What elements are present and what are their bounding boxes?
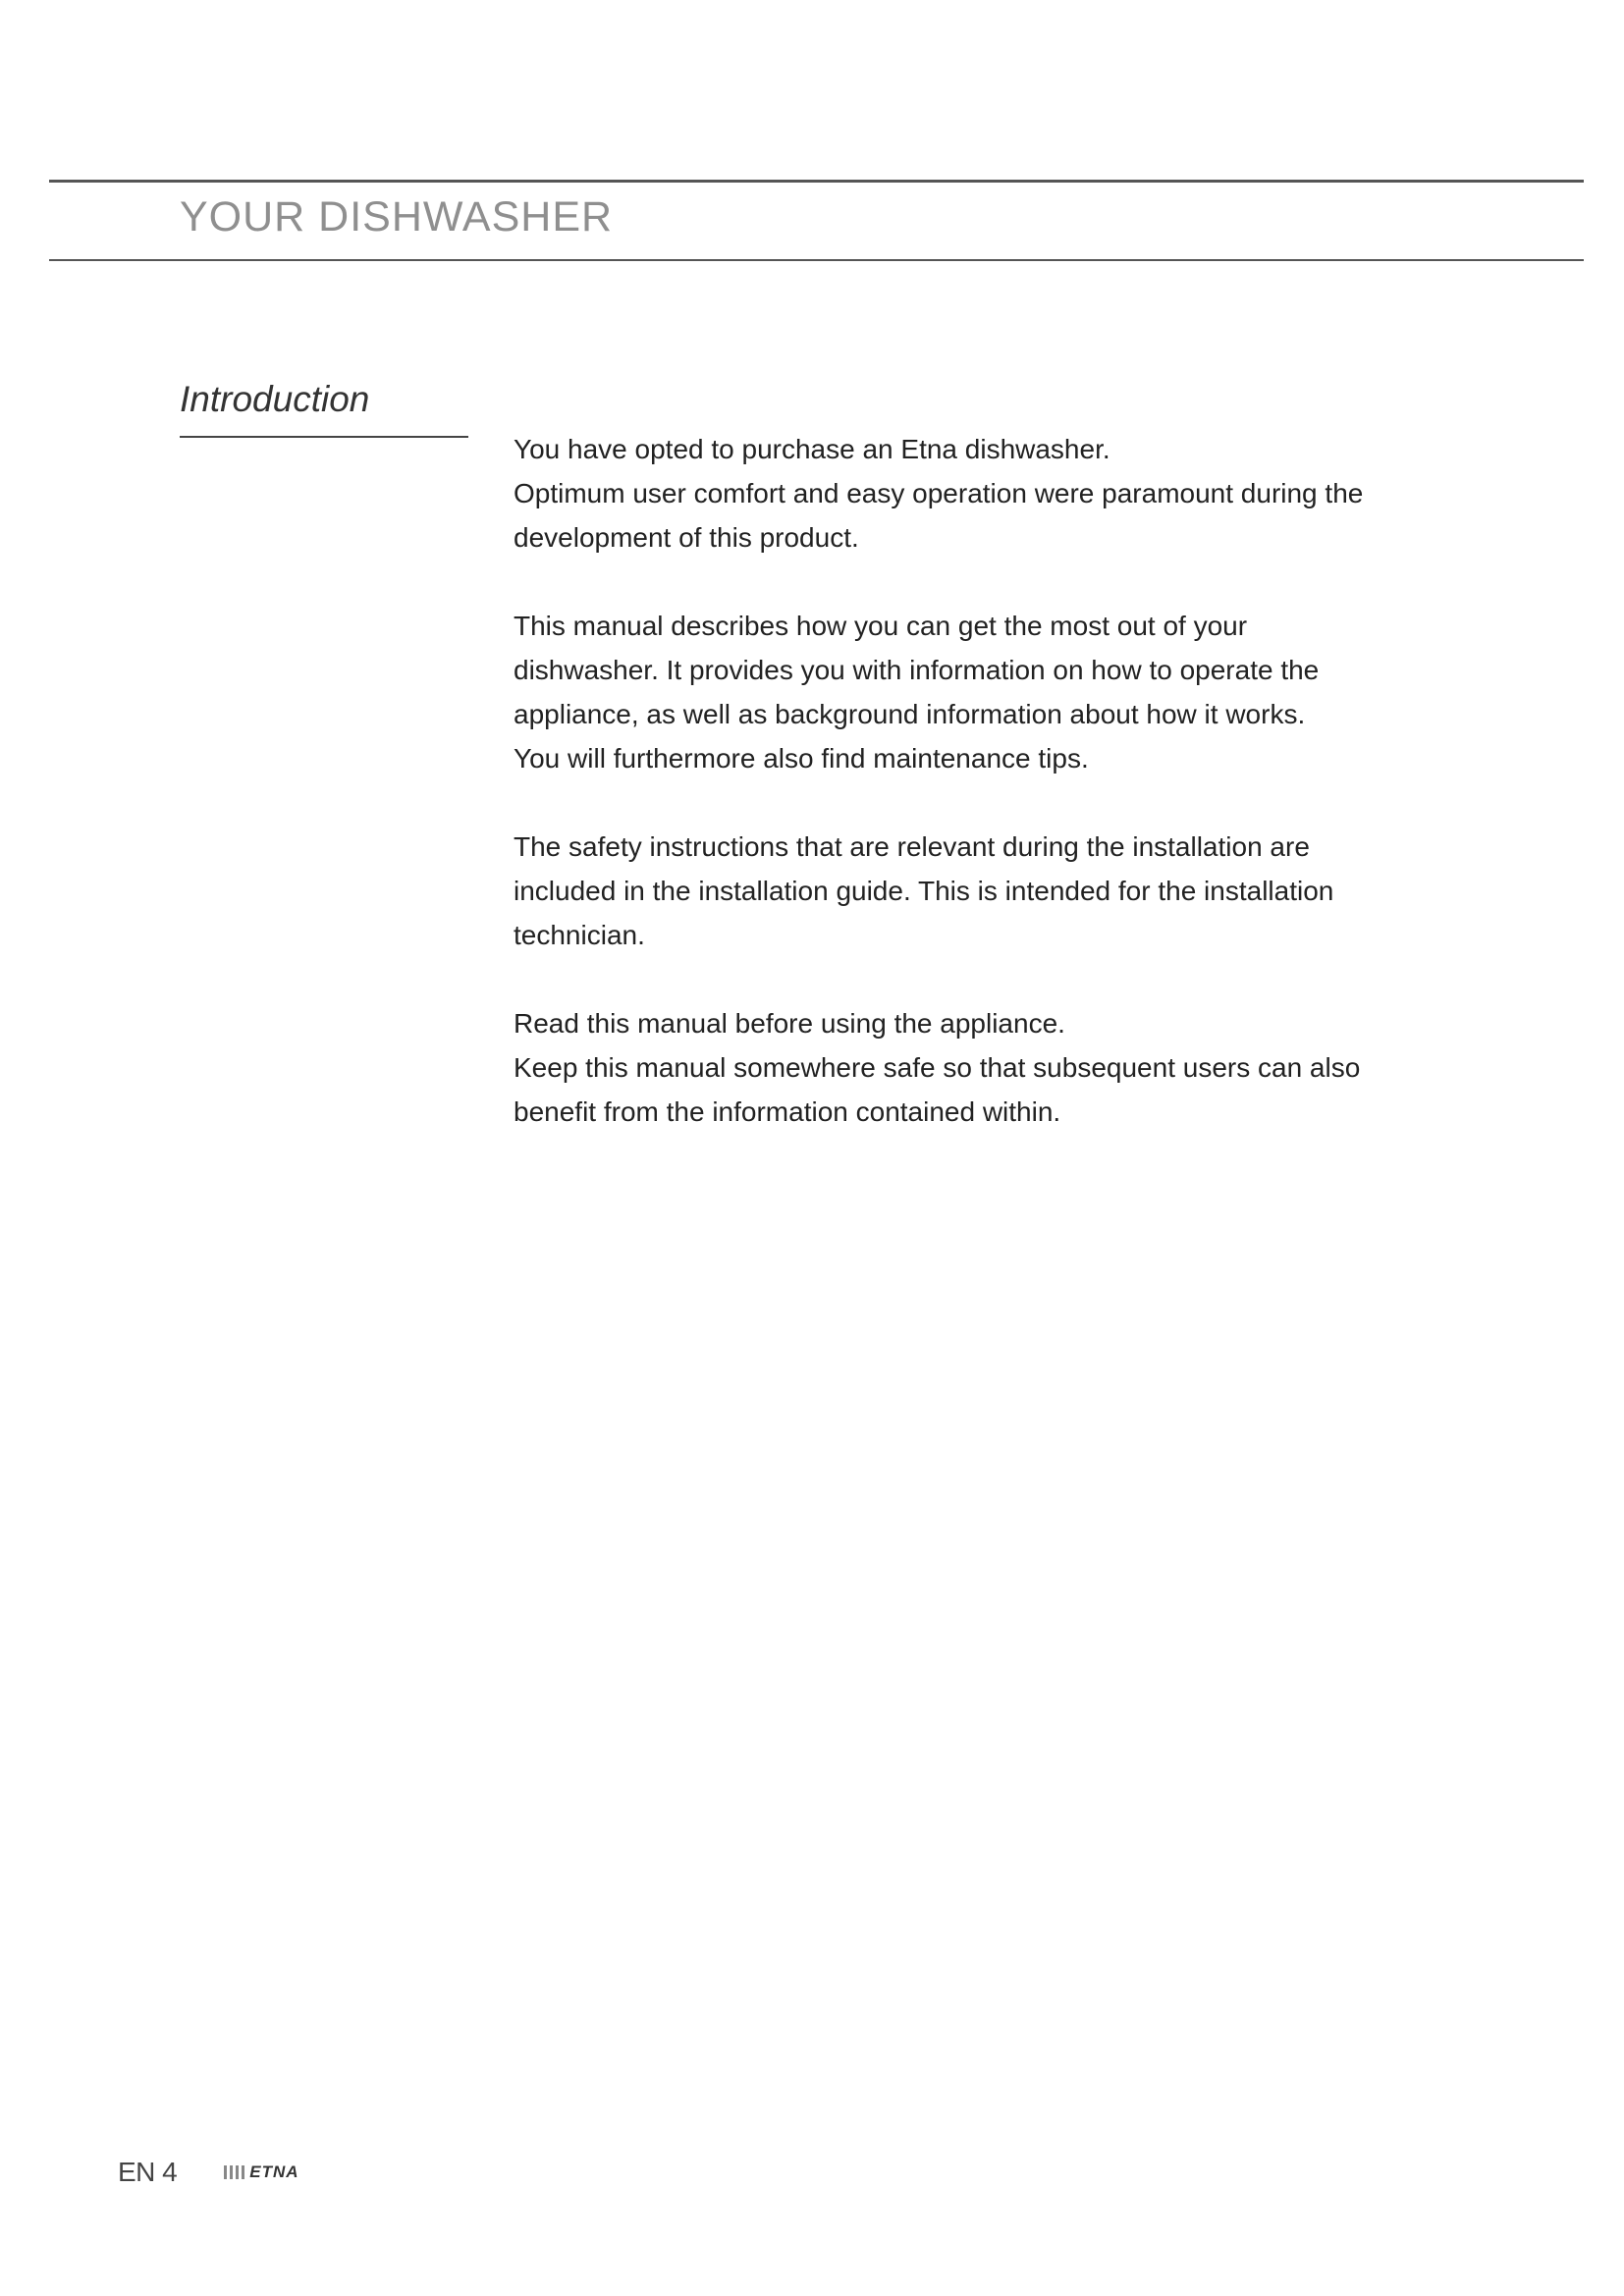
text-line: development of this product.	[514, 522, 859, 553]
paragraph-safety	[514, 825, 1505, 957]
text-line: benefit from the information contained within.	[514, 1096, 1061, 1127]
heading-underline	[180, 436, 468, 438]
logo-mark-icon	[224, 2165, 245, 2179]
text-line: appliance, as well as background information about how it works.	[514, 699, 1306, 729]
text-line: included in the installation guide. This is intended for the installation	[514, 876, 1334, 906]
paragraph-purchase	[514, 427, 1505, 560]
page-footer	[118, 2157, 299, 2188]
text-line: dishwasher. It provides you with information on how to operate the	[514, 655, 1320, 685]
text-line: Read this manual before using the appliance.	[514, 1008, 1065, 1039]
text-line: technician.	[514, 920, 645, 950]
brand-wordmark: ETNA	[249, 2163, 299, 2181]
introduction-body	[514, 427, 1505, 1178]
paragraph-read-manual	[514, 1001, 1505, 1134]
section-title: YOUR DISHWASHER	[180, 193, 614, 240]
paragraph-manual-description	[514, 604, 1505, 780]
text-line: Optimum user comfort and easy operation were paramount during the	[514, 478, 1364, 508]
introduction-heading: Introduction	[180, 379, 370, 419]
text-line: This manual describes how you can get the most out of your	[514, 611, 1248, 641]
text-line: You have opted to purchase an Etna dishwasher.	[514, 434, 1110, 464]
brand-logo	[224, 2163, 298, 2182]
text-line: You will furthermore also find maintenance tips.	[514, 743, 1089, 774]
page-number: EN 4	[118, 2157, 178, 2187]
text-line: The safety instructions that are relevant during the installation are	[514, 831, 1310, 862]
text-line: Keep this manual somewhere safe so that subsequent users can also	[514, 1052, 1361, 1083]
